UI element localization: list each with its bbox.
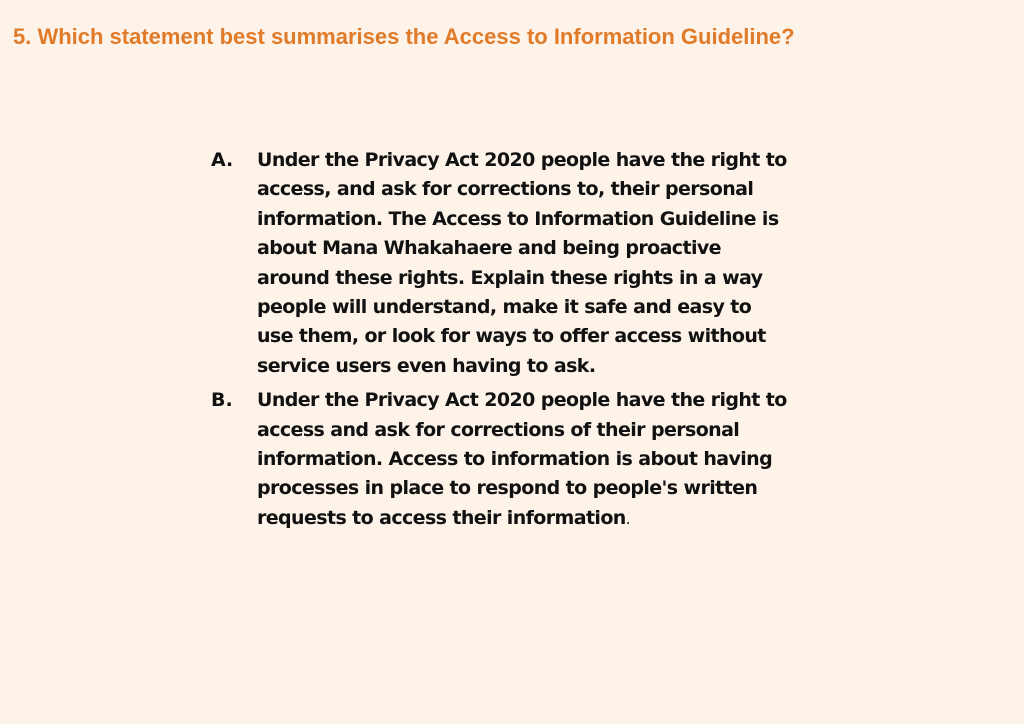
option-b-line <box>257 504 817 534</box>
option-b-text <box>257 386 817 534</box>
option-b-line: information. Access to information is about having <box>257 448 773 471</box>
option-a-line: about Mana Whakahaere and being proactive <box>257 237 721 260</box>
option-a-line: access, and ask for corrections to, their personal <box>257 178 754 201</box>
option-b-line: processes in place to respond to people's written <box>257 477 758 500</box>
option-b-last-line-text: requests to access their information <box>257 506 626 529</box>
option-a-letter: A. <box>211 149 234 171</box>
option-a[interactable] <box>211 146 831 381</box>
option-b-line: access and ask for corrections of their personal <box>257 418 740 441</box>
option-b[interactable] <box>211 386 831 534</box>
question-title: 5. Which statement best summarises the Access to Information Guideline? <box>13 24 795 49</box>
option-a-line: information. The Access to Information Guideline is <box>257 207 779 230</box>
option-b-line: Under the Privacy Act 2020 people have the right to <box>257 389 787 412</box>
option-a-line: Under the Privacy Act 2020 people have the right to <box>257 149 787 171</box>
option-a-line: use them, or look for ways to offer access without <box>257 325 766 348</box>
option-a-line: service users even having to ask. <box>257 354 596 377</box>
option-a-text <box>257 146 817 381</box>
option-a-line: people will understand, make it safe and easy to <box>257 296 752 319</box>
option-b-trailing-period: . <box>625 509 630 528</box>
option-b-letter: B. <box>211 389 233 412</box>
answer-options <box>211 146 831 539</box>
option-a-line: around these rights. Explain these rights in a way <box>257 266 763 289</box>
